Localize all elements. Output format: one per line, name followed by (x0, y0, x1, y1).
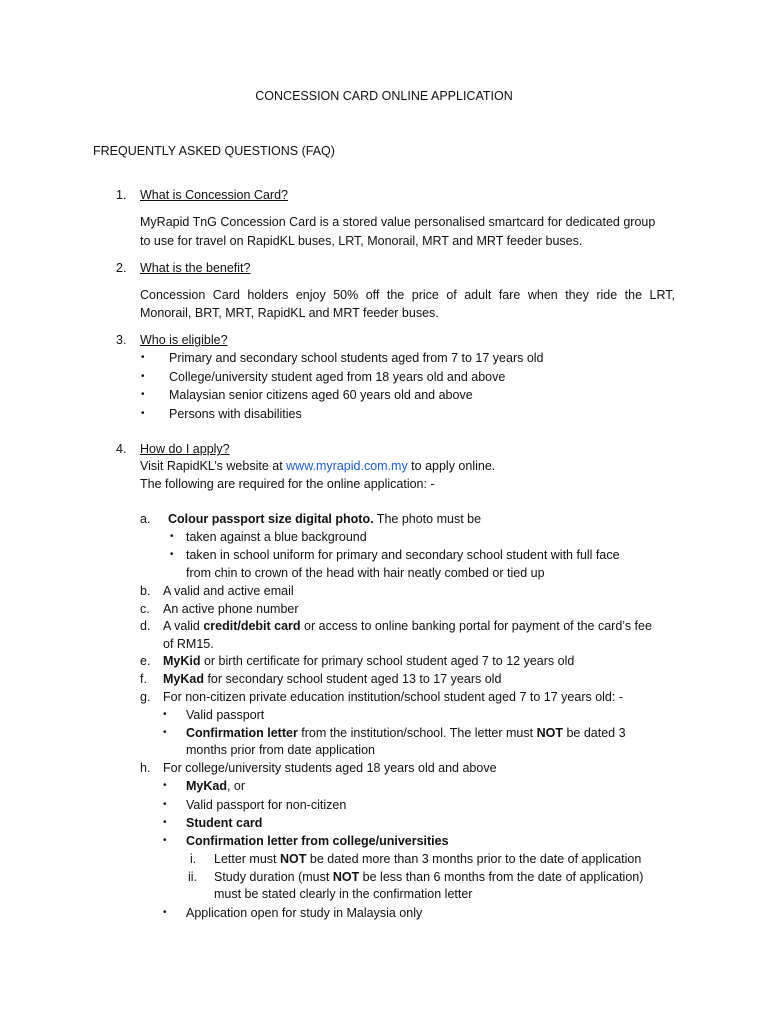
r2-prefix: Study duration (must (214, 870, 333, 884)
item-b-label: b. (140, 584, 151, 598)
bullet: • (141, 371, 145, 382)
item-g-sub2 (186, 725, 626, 741)
bullet: • (170, 549, 174, 560)
item-h-label: h. (140, 761, 151, 775)
r2-suffix: be less than 6 months from the date of application) (359, 870, 644, 884)
q3-item: College/university student aged from 18 years old and above (169, 370, 506, 384)
item-g-sub2-text2: be dated 3 (562, 726, 626, 740)
item-e-label: e. (140, 654, 151, 668)
item-e-rest: or birth certificate for primary school student aged 7 to 12 years old (200, 654, 575, 668)
bullet: • (163, 835, 167, 846)
item-f-text (163, 671, 501, 687)
bullet: • (163, 817, 167, 828)
bullet: • (141, 408, 145, 419)
item-g-sub1: Valid passport (186, 708, 265, 722)
r1-suffix: be dated more than 3 months prior to the date of application (306, 852, 642, 866)
item-g-sub2-text1: from the institution/school. The letter must (297, 726, 537, 740)
q3-item: Primary and secondary school students aged from 7 to 17 years old (169, 351, 544, 365)
q3-item: Persons with disabilities (169, 407, 302, 421)
item-h-text: For college/university students aged 18 years old and above (163, 761, 497, 775)
item-c-label: c. (140, 602, 150, 616)
item-a-label: a. (140, 512, 151, 526)
item-f-label: f. (140, 672, 147, 686)
item-h-roman-ii-label: ii. (188, 870, 198, 884)
item-h-sub3: Student card (186, 816, 263, 830)
item-d-line2: of RM15. (163, 637, 214, 651)
bullet: • (163, 709, 167, 720)
bullet: • (163, 727, 167, 738)
item-h-roman-i-label: i. (190, 852, 197, 866)
q1-question: What is Concession Card? (140, 188, 288, 202)
item-f-rest: for secondary school student aged 13 to 17 years old (203, 672, 502, 686)
item-h-sub4: Confirmation letter from college/universities (186, 834, 449, 848)
visit-suffix: to apply online. (407, 459, 496, 473)
item-b-text: A valid and active email (163, 584, 294, 598)
item-d-prefix: A valid (163, 619, 204, 633)
item-h-roman-i-text (214, 851, 641, 867)
item-d-label: d. (140, 619, 151, 633)
item-h-sub1 (186, 778, 245, 794)
item-h-sub1-bold: MyKad (186, 779, 227, 793)
item-e-bold: MyKid (163, 654, 201, 668)
q4-question: How do I apply? (140, 442, 230, 456)
item-a-bold: Colour passport size digital photo. (168, 512, 374, 526)
bullet: • (170, 531, 174, 542)
q3-item: Malaysian senior citizens aged 60 years old and above (169, 388, 473, 402)
item-g-sub2-not: NOT (536, 726, 563, 740)
item-d-suffix: or access to online banking portal for payment of the card’s fee (300, 619, 652, 633)
item-g-text: For non-citizen private education institution/school student aged 7 to 17 years old: - (163, 690, 623, 704)
faq-heading: FREQUENTLY ASKED QUESTIONS (FAQ) (93, 144, 335, 158)
item-a-sub2-line2: from chin to crown of the head with hair neatly combed or tied up (186, 566, 545, 580)
q4-required-line: The following are required for the online application: - (140, 477, 435, 491)
item-c-text: An active phone number (163, 602, 299, 616)
r1-not: NOT (280, 852, 307, 866)
page-title: CONCESSION CARD ONLINE APPLICATION (255, 89, 513, 103)
item-h-sub1-text: , or (226, 779, 246, 793)
item-h-sub5: Application open for study in Malaysia only (186, 906, 423, 920)
bullet: • (163, 799, 167, 810)
bullet: • (163, 907, 167, 918)
q2-answer-line2: Monorail, BRT, MRT, RapidKL and MRT feeder buses. (140, 306, 439, 320)
item-g-sub2-bold: Confirmation letter (186, 726, 298, 740)
item-a-sub1: taken against a blue background (186, 530, 367, 544)
q1-answer-line1: MyRapid TnG Concession Card is a stored value personalised smartcard for dedicated group (140, 215, 656, 229)
item-a-rest: The photo must be (373, 512, 482, 526)
item-e-text (163, 653, 574, 669)
item-d-text (163, 618, 652, 634)
q4-number: 4. (116, 442, 127, 456)
item-h-roman-ii-line2: must be stated clearly in the confirmation letter (214, 887, 473, 901)
item-a-sub2-line1: taken in school uniform for primary and secondary school student with full face (186, 548, 620, 562)
r2-not: NOT (332, 870, 360, 884)
q3-question: Who is eligible? (140, 333, 228, 347)
r1-prefix: Letter must (214, 852, 280, 866)
item-g-label: g. (140, 690, 151, 704)
q1-number: 1. (116, 188, 127, 202)
bullet: • (141, 389, 145, 400)
bullet: • (163, 780, 167, 791)
item-d-bold: credit/debit card (203, 619, 301, 633)
q1-answer-line2: to use for travel on RapidKL buses, LRT, Monorail, MRT and MRT feeder buses. (140, 234, 583, 248)
bullet: • (141, 352, 145, 363)
website-link[interactable]: www.myrapid.com.my (286, 459, 408, 473)
item-f-bold: MyKad (163, 672, 204, 686)
q3-number: 3. (116, 333, 127, 347)
item-h-roman-ii-text (214, 869, 643, 885)
item-a-text (168, 511, 481, 527)
q2-number: 2. (116, 261, 127, 275)
q4-visit-line (140, 458, 495, 474)
q2-question: What is the benefit? (140, 261, 251, 275)
q2-answer-line1: Concession Card holders enjoy 50% off the price of adult fare when they ride the LRT, (140, 288, 675, 302)
item-h-sub2: Valid passport for non-citizen (186, 798, 347, 812)
visit-prefix: Visit RapidKL’s website at (140, 459, 287, 473)
item-g-sub2-line2: months prior from date application (186, 743, 375, 757)
